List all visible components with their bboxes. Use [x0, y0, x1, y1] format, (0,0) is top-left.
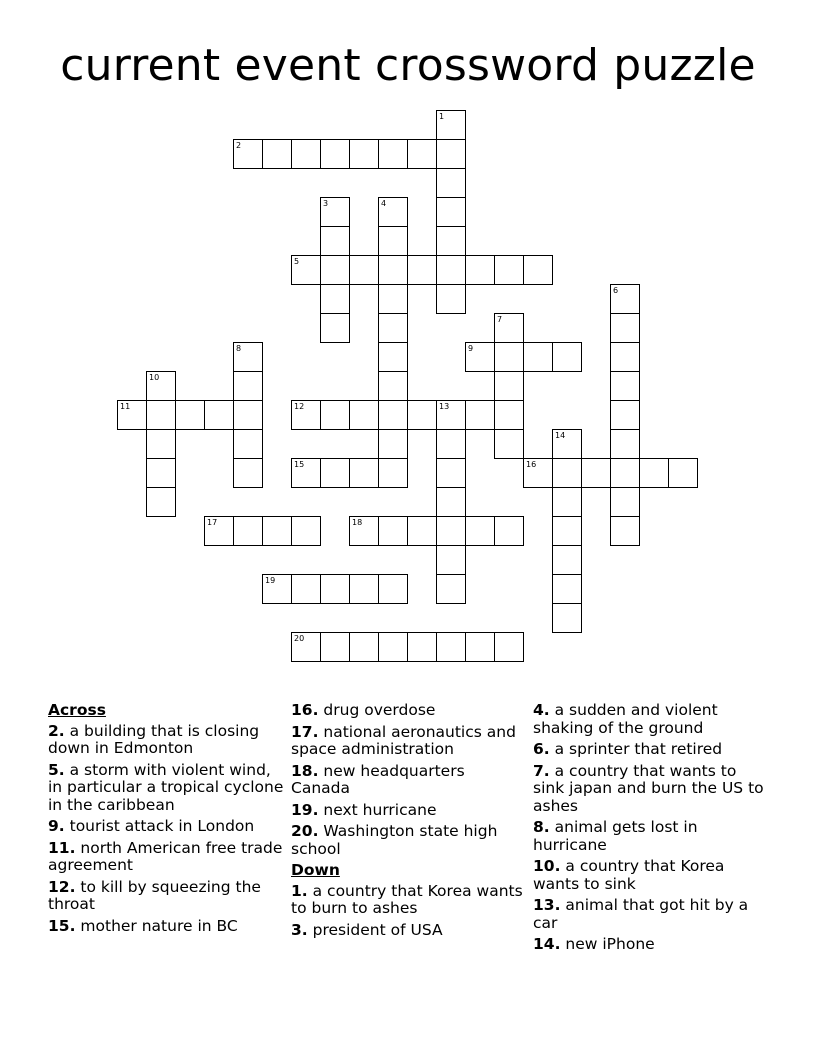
grid-cell[interactable] [233, 342, 263, 372]
clue-across [291, 724, 527, 759]
clue-text: a country that wants to sink japan and burn the US to ashes [533, 761, 764, 815]
grid-cell[interactable] [552, 603, 582, 633]
clue-text: animal gets lost in hurricane [533, 818, 698, 854]
clue-down [533, 897, 769, 932]
grid-cell[interactable] [465, 516, 495, 546]
clue-text: a country that Korea wants to sink [533, 857, 725, 893]
grid-cell[interactable] [407, 255, 437, 285]
grid-cell[interactable] [262, 139, 292, 169]
grid-cell[interactable] [436, 168, 466, 198]
clue-number-label: 9 [468, 344, 474, 353]
across-heading: Across [48, 701, 106, 719]
grid-cell[interactable] [610, 429, 640, 459]
clue-text: a country that Korea wants to burn to ashes [291, 881, 523, 917]
clue-number-label: 5 [294, 257, 300, 266]
clue-number-label: 7 [497, 315, 503, 324]
grid-cell[interactable] [320, 197, 350, 227]
grid-cell[interactable] [436, 516, 466, 546]
grid-cell[interactable] [407, 139, 437, 169]
clue-number-label: 4 [381, 199, 387, 208]
clues-column-3 [533, 702, 769, 958]
grid-cell[interactable] [378, 139, 408, 169]
clue-number: 12. [48, 877, 76, 896]
clue-number-label: 13 [439, 402, 450, 411]
grid-cell[interactable] [378, 371, 408, 401]
clue-text: new iPhone [565, 935, 655, 953]
grid-cell[interactable] [552, 429, 582, 459]
clue-across [48, 818, 284, 836]
clue-number: 13. [533, 896, 561, 914]
grid-cell[interactable] [436, 574, 466, 604]
grid-cell[interactable] [581, 458, 611, 488]
grid-cell[interactable] [610, 342, 640, 372]
clue-across [291, 702, 527, 720]
grid-cell[interactable] [320, 400, 350, 430]
grid-cell[interactable] [378, 574, 408, 604]
grid-cell[interactable] [291, 574, 321, 604]
grid-cell[interactable] [320, 226, 350, 256]
grid-cell[interactable] [407, 632, 437, 662]
clue-number: 9. [48, 817, 65, 835]
grid-cell[interactable] [436, 255, 466, 285]
grid-cell[interactable] [610, 400, 640, 430]
grid-cell[interactable] [291, 458, 321, 488]
grid-cell[interactable] [436, 545, 466, 575]
grid-cell[interactable] [320, 313, 350, 343]
clue-text: a sprinter that retired [554, 740, 723, 758]
clue-text: a sudden and violent shaking of the ground [533, 701, 718, 737]
clue-number-label: 10 [149, 373, 160, 382]
clue-text: a storm with violent wind, in particular a tropical cyclone in the caribbean [48, 760, 284, 814]
grid-cell[interactable] [320, 574, 350, 604]
grid-cell[interactable] [552, 545, 582, 575]
clue-text: drug overdose [323, 701, 436, 719]
clue-number-label: 1 [439, 112, 445, 121]
clue-text: Washington state high school [291, 822, 498, 858]
grid-cell[interactable] [407, 400, 437, 430]
down-heading: Down [291, 861, 340, 879]
clue-text: mother nature in BC [80, 916, 238, 935]
grid-cell[interactable] [378, 197, 408, 227]
clue-number-label: 17 [207, 518, 218, 527]
grid-cell[interactable] [494, 255, 524, 285]
clue-number-label: 16 [526, 460, 537, 469]
clue-number: 16. [291, 701, 319, 719]
clue-text: animal that got hit by a car [533, 896, 749, 932]
grid-cell[interactable] [378, 342, 408, 372]
clue-across [291, 802, 527, 820]
grid-cell[interactable] [233, 458, 263, 488]
grid-cell[interactable] [320, 632, 350, 662]
grid-cell[interactable] [320, 284, 350, 314]
grid-cell[interactable] [465, 400, 495, 430]
grid-cell[interactable] [349, 458, 379, 488]
grid-cell[interactable] [262, 574, 292, 604]
grid-cell[interactable] [494, 429, 524, 459]
grid-cell[interactable] [378, 516, 408, 546]
clue-number-label: 11 [120, 402, 131, 411]
grid-cell[interactable] [494, 400, 524, 430]
grid-cell[interactable] [378, 458, 408, 488]
grid-cell[interactable] [378, 255, 408, 285]
clue-number-label: 12 [294, 402, 305, 411]
grid-cell[interactable] [349, 400, 379, 430]
clue-text: new headquarters Canada [291, 761, 465, 797]
clue-number: 2. [48, 721, 65, 740]
grid-cell[interactable] [378, 429, 408, 459]
grid-cell[interactable] [320, 255, 350, 285]
grid-cell[interactable] [349, 632, 379, 662]
clue-across [291, 823, 527, 858]
grid-cell[interactable] [436, 632, 466, 662]
grid-cell[interactable] [378, 226, 408, 256]
clue-across [48, 840, 284, 875]
clue-across [48, 918, 284, 936]
clue-number-label: 8 [236, 344, 242, 353]
grid-cell[interactable] [204, 516, 234, 546]
clue-number-label: 18 [352, 518, 363, 527]
grid-cell[interactable] [494, 371, 524, 401]
grid-cell[interactable] [552, 342, 582, 372]
grid-cell[interactable] [117, 400, 147, 430]
grid-cell[interactable] [291, 139, 321, 169]
clue-down [533, 763, 769, 816]
clue-number-label: 2 [236, 141, 242, 150]
clue-number: 8. [533, 818, 550, 836]
clue-text: to kill by squeezing the throat [48, 877, 261, 913]
grid-cell[interactable] [523, 342, 553, 372]
grid-cell[interactable] [146, 429, 176, 459]
grid-cell[interactable] [610, 487, 640, 517]
clue-number: 7. [533, 761, 550, 780]
clue-down [291, 922, 527, 940]
grid-cell[interactable] [668, 458, 698, 488]
clue-number: 5. [48, 760, 65, 779]
grid-cell[interactable] [436, 429, 466, 459]
grid-cell[interactable] [610, 313, 640, 343]
grid-cell[interactable] [233, 371, 263, 401]
clue-across [291, 763, 527, 798]
clue-number: 18. [291, 761, 319, 780]
clue-text: a building that is closing down in Edmonton [48, 721, 260, 757]
clue-number-label: 19 [265, 576, 276, 585]
grid-cell[interactable] [233, 429, 263, 459]
grid-cell[interactable] [407, 516, 437, 546]
clue-number: 19. [291, 800, 319, 819]
clue-down [533, 741, 769, 759]
grid-cell[interactable] [436, 400, 466, 430]
clue-number: 4. [533, 701, 550, 719]
grid-cell[interactable] [465, 255, 495, 285]
grid-cell[interactable] [610, 371, 640, 401]
grid-cell[interactable] [291, 632, 321, 662]
clue-across [48, 762, 284, 815]
grid-cell[interactable] [465, 342, 495, 372]
grid-cell[interactable] [233, 139, 263, 169]
clue-number: 20. [291, 822, 319, 840]
clue-down [533, 936, 769, 954]
grid-cell[interactable] [436, 284, 466, 314]
grid-cell[interactable] [610, 284, 640, 314]
grid-cell[interactable] [291, 400, 321, 430]
clue-across [48, 879, 284, 914]
grid-cell[interactable] [146, 371, 176, 401]
clue-down [533, 819, 769, 854]
clue-number-label: 6 [613, 286, 619, 295]
clue-text: tourist attack in London [69, 817, 255, 835]
clue-number: 17. [291, 722, 319, 741]
grid-cell[interactable] [523, 458, 553, 488]
clue-across [48, 723, 284, 758]
grid-cell[interactable] [146, 487, 176, 517]
grid-cell[interactable] [349, 516, 379, 546]
grid-cell[interactable] [436, 197, 466, 227]
grid-cell[interactable] [436, 458, 466, 488]
grid-cell[interactable] [349, 139, 379, 169]
grid-cell[interactable] [320, 458, 350, 488]
grid-cell[interactable] [291, 516, 321, 546]
clue-number: 10. [533, 857, 561, 875]
grid-cell[interactable] [436, 487, 466, 517]
grid-cell[interactable] [494, 516, 524, 546]
clue-number-label: 15 [294, 460, 305, 469]
grid-cell[interactable] [523, 255, 553, 285]
grid-cell[interactable] [610, 458, 640, 488]
clue-number-label: 3 [323, 199, 329, 208]
grid-cell[interactable] [436, 226, 466, 256]
clue-number: 1. [291, 881, 308, 900]
grid-cell[interactable] [349, 255, 379, 285]
grid-cell[interactable] [320, 139, 350, 169]
clue-number: 6. [533, 740, 550, 758]
clue-down [291, 883, 527, 918]
clue-text: national aeronautics and space administration [291, 722, 516, 758]
grid-cell[interactable] [639, 458, 669, 488]
grid-cell[interactable] [175, 400, 205, 430]
grid-cell[interactable] [552, 574, 582, 604]
grid-cell[interactable] [378, 284, 408, 314]
grid-cell[interactable] [349, 574, 379, 604]
grid-cell[interactable] [146, 458, 176, 488]
clue-number-label: 20 [294, 634, 305, 643]
grid-cell[interactable] [233, 400, 263, 430]
grid-cell[interactable] [291, 255, 321, 285]
clue-text: president of USA [312, 920, 443, 939]
clue-number: 14. [533, 935, 561, 953]
clues-column-1 [48, 702, 284, 939]
grid-cell[interactable] [204, 400, 234, 430]
grid-cell[interactable] [552, 458, 582, 488]
clue-number: 3. [291, 920, 308, 939]
clue-number: 15. [48, 916, 76, 935]
grid-cell[interactable] [146, 400, 176, 430]
grid-cell[interactable] [233, 516, 263, 546]
grid-cell[interactable] [552, 516, 582, 546]
grid-cell[interactable] [378, 313, 408, 343]
grid-cell[interactable] [552, 487, 582, 517]
grid-cell[interactable] [610, 516, 640, 546]
clue-number: 11. [48, 838, 76, 857]
grid-cell[interactable] [494, 632, 524, 662]
clue-down [533, 858, 769, 893]
grid-cell[interactable] [436, 139, 466, 169]
grid-cell[interactable] [262, 516, 292, 546]
clue-number-label: 14 [555, 431, 566, 440]
grid-cell[interactable] [465, 632, 495, 662]
page-title: current event crossword puzzle [60, 40, 756, 91]
grid-cell[interactable] [494, 342, 524, 372]
clue-down [533, 702, 769, 737]
clue-text: next hurricane [323, 800, 437, 819]
clue-text: north American free trade agreement [48, 838, 283, 874]
grid-cell[interactable] [436, 110, 466, 140]
grid-cell[interactable] [494, 313, 524, 343]
grid-cell[interactable] [378, 632, 408, 662]
grid-cell[interactable] [378, 400, 408, 430]
clues-column-2 [291, 702, 527, 943]
